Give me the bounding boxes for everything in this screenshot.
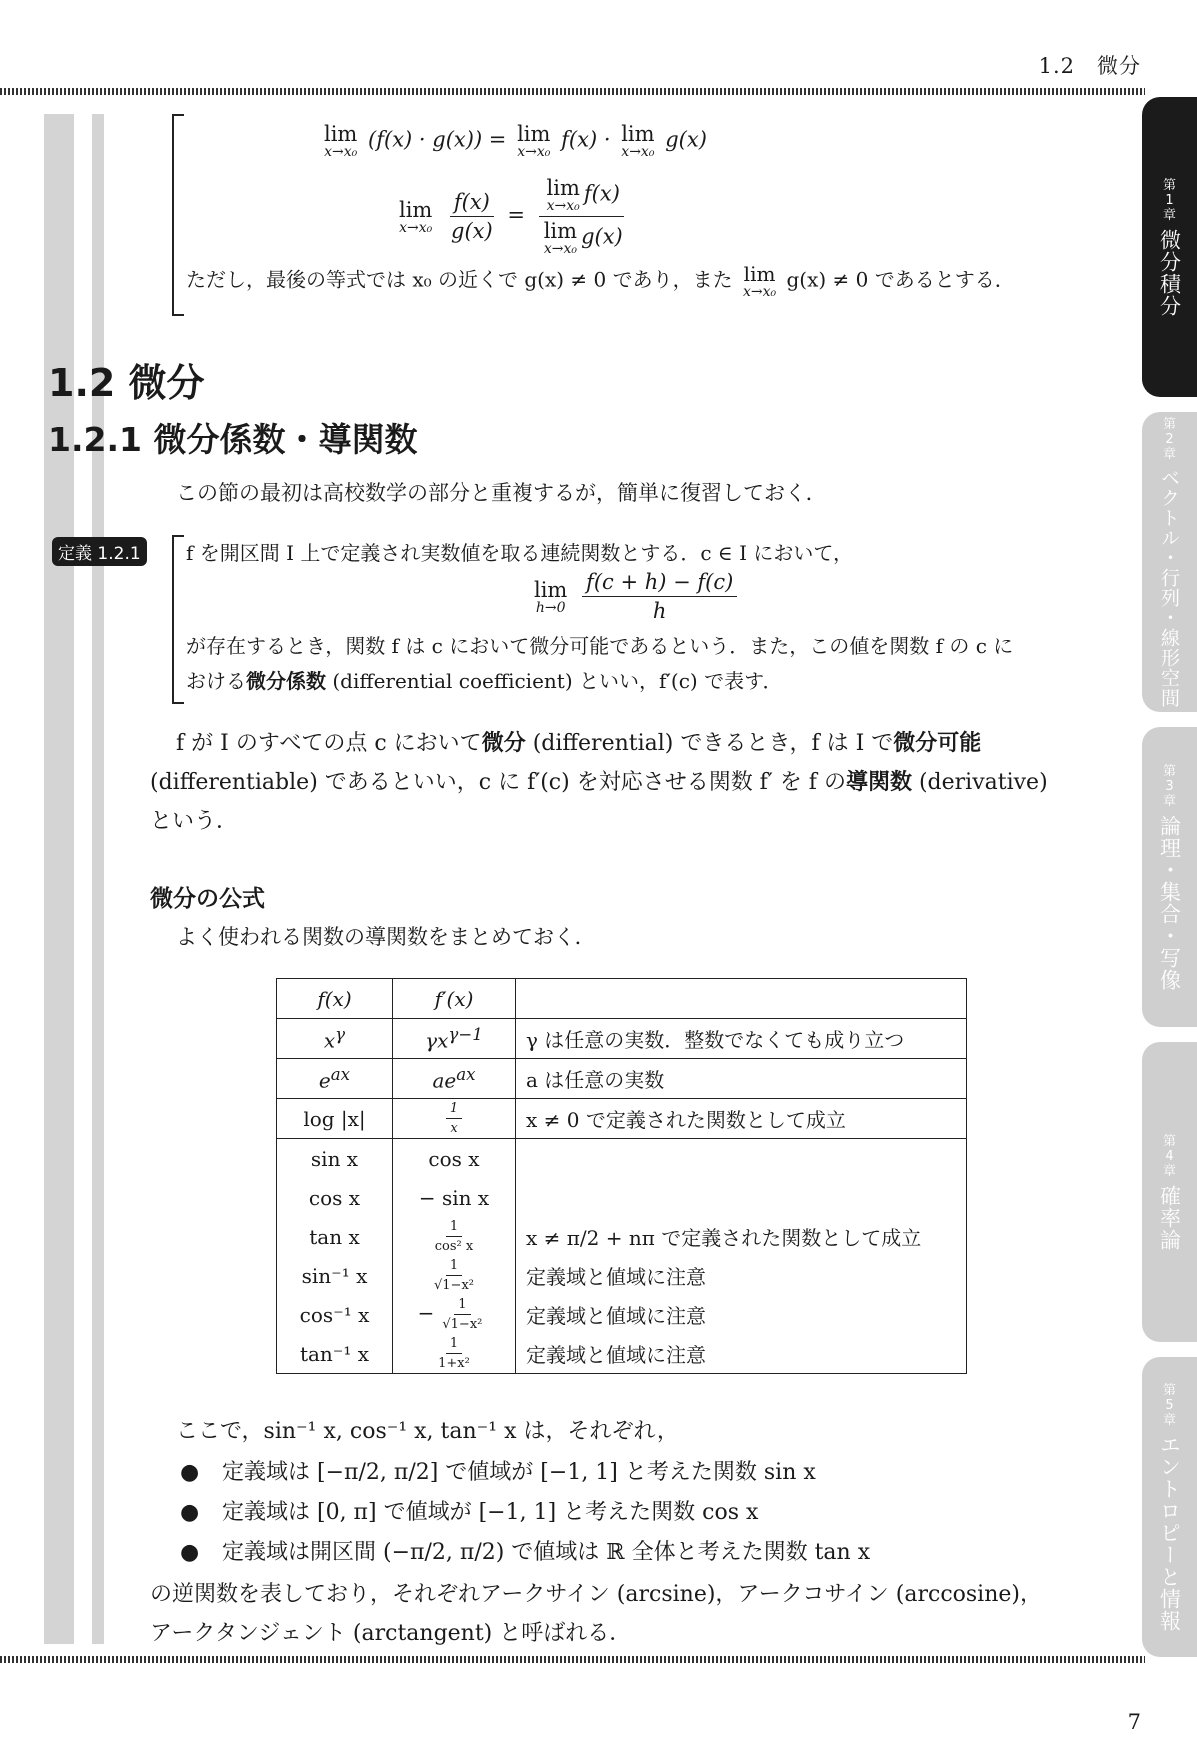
formula-heading: 微分の公式 <box>150 886 265 912</box>
table-header-row <box>277 979 967 1019</box>
fraction-numerator: 1 <box>454 1297 470 1315</box>
table-row <box>277 1217 967 1256</box>
limits-box-bracket <box>172 114 184 316</box>
definition-badge: 定義 1.2.1 <box>52 537 147 566</box>
list-item-text: 定義域は開区間 (−π/2, π/2) で値域は ℝ 全体と考えた関数 tan x <box>222 1540 871 1565</box>
cell-f: tan x <box>277 1217 393 1256</box>
derivative-paragraph <box>150 724 1100 841</box>
cell-f: log |x| <box>277 1099 393 1139</box>
term-differential-coefficient: 微分係数 <box>246 669 326 693</box>
cell-f: cos⁻¹ x <box>277 1295 393 1334</box>
chapter-tab-1[interactable] <box>1142 97 1197 397</box>
lim-subscript: x→x₀ <box>621 144 655 160</box>
margin-bar-outer <box>44 114 74 1644</box>
fraction-denominator: 1+x² <box>438 1356 470 1371</box>
cell-df <box>393 1217 516 1256</box>
derivative-table <box>276 978 967 1374</box>
bullet-dot: ● <box>180 1540 200 1565</box>
definition-bracket <box>172 535 184 704</box>
cell-note <box>516 1178 967 1217</box>
definition-line-3-pre: おける <box>186 669 246 693</box>
chapter-tab-title: エントロピーと情報 <box>1157 1433 1182 1632</box>
fraction-numerator: 1 <box>446 1101 462 1119</box>
cell-note: 定義域と値域に注意 <box>516 1295 967 1334</box>
paragraph-line-2 <box>150 763 1100 802</box>
cell-note: a は任意の実数 <box>516 1059 967 1099</box>
definition-line-3 <box>186 665 783 694</box>
chapter-tab-number: 第5章 <box>1162 1382 1176 1428</box>
lim-symbol: lim <box>399 197 433 222</box>
chapter-tab-number: 第3章 <box>1162 763 1176 809</box>
chapter-tab-title: ベクトル・行列・線形空間 <box>1158 467 1180 708</box>
closing-line-2: アークタンジェント (arctangent) と呼ばれる． <box>150 1621 632 1646</box>
list-item <box>180 1495 758 1526</box>
fraction-denominator: g(x) <box>581 224 623 249</box>
table-row <box>277 1099 967 1139</box>
definition-line-3-post: (differential coefficient) といい，f′(c) で表す． <box>326 669 783 693</box>
header-note <box>516 979 967 1019</box>
header-rule <box>0 88 1145 95</box>
cell-f: tan⁻¹ x <box>277 1334 393 1374</box>
eq1-rhs: g(x) <box>665 127 707 152</box>
limit-product-equation <box>320 122 707 160</box>
fraction-numerator: 1 <box>446 1258 462 1276</box>
chapter-tab-4[interactable] <box>1142 1042 1197 1342</box>
cell-note <box>516 1139 967 1179</box>
cell-f: sin x <box>277 1139 393 1179</box>
eq1-mid: f(x) · <box>561 127 611 152</box>
table-row <box>277 1178 967 1217</box>
paragraph-line-1 <box>150 724 1100 763</box>
cell-df: $ae^{ax}$ <box>393 1059 516 1099</box>
fraction-denominator: x <box>450 1121 458 1136</box>
chapter-tab-2[interactable] <box>1142 412 1197 712</box>
lim-subscript: h→0 <box>535 599 566 616</box>
header-df: f′(x) <box>393 979 516 1019</box>
header-f: f(x) <box>277 979 393 1019</box>
table-row <box>277 1295 967 1334</box>
fraction-numerator: f(x) <box>583 181 620 206</box>
bullet-dot: ● <box>180 1500 200 1525</box>
list-item <box>180 1455 816 1486</box>
definition-line-2: が存在するとき，関数 f は c において微分可能であるという．また，この値を関数 f の c に <box>186 634 1014 658</box>
margin-bar-inner <box>92 114 104 1644</box>
cell-sup: ax <box>456 1064 476 1084</box>
lim-symbol: lim <box>621 122 655 146</box>
fraction-denominator: g(x) <box>451 219 493 243</box>
lim-subscript: x→x₀ <box>324 144 358 160</box>
fraction-numerator: f(x) <box>450 190 494 217</box>
chapter-tab-number: 第4章 <box>1162 1133 1176 1179</box>
lim-subscript: x→x₀ <box>399 219 433 236</box>
paragraph-text: (derivative) <box>911 770 1048 795</box>
lim-symbol: lim <box>517 122 551 146</box>
lim-subscript: x→x₀ <box>742 284 777 300</box>
definition-line-1: f を開区間 I 上で定義され実数値を取る連続関数とする．c ∈ I において， <box>186 541 853 565</box>
eq1-lhs: (f(x) · g(x)) = <box>368 127 507 152</box>
derivative-limit-formula <box>530 570 741 623</box>
fraction-numerator: 1 <box>446 1219 462 1237</box>
cell-note: x ≠ π/2 + nπ で定義された関数として成立 <box>516 1217 967 1256</box>
chapter-tab-title: 確率論 <box>1157 1184 1182 1251</box>
section-title: 1.2 微分 <box>48 361 205 405</box>
cell-note: 定義域と値域に注意 <box>516 1334 967 1374</box>
page-number: 7 <box>1127 1710 1141 1734</box>
lim-symbol: lim <box>324 122 358 146</box>
cell-df <box>393 1334 516 1374</box>
table-row <box>277 1256 967 1295</box>
footer-rule <box>0 1656 1145 1663</box>
paragraph-line-3: という． <box>150 809 239 834</box>
list-item-text: 定義域は [0, π] で値域が [−1, 1] と考えた関数 cos x <box>222 1500 759 1525</box>
difference-quotient-numerator: f(c + h) − f(c) <box>582 570 737 597</box>
lim-subscript: x→x₀ <box>543 241 577 257</box>
lim-subscript: x→x₀ <box>517 144 551 160</box>
cell-df: − $\frac{1}{\text{√1−x²}}$ <box>393 1295 516 1334</box>
chapter-tab-3[interactable] <box>1142 727 1197 1027</box>
cell-df: cos x <box>393 1139 516 1179</box>
after-table-text: ここで，sin⁻¹ x, cos⁻¹ x, tan⁻¹ x は，それぞれ， <box>176 1419 679 1444</box>
term-derivative: 導関数 <box>845 770 912 795</box>
fraction-denominator: √1−x² <box>442 1317 483 1332</box>
cell-sup: γ <box>335 1024 346 1044</box>
fraction-denominator: cos² x <box>434 1239 474 1254</box>
cell-note: 定義域と値域に注意 <box>516 1256 967 1295</box>
table-row <box>277 1059 967 1099</box>
running-head: 1.2 微分 <box>1038 54 1141 78</box>
cell-f: cos x <box>277 1178 393 1217</box>
closing-line-1: の逆関数を表しており，それぞれアークサイン (arcsine)，アークコサイン (arccosine)， <box>150 1582 1042 1607</box>
cell-f: sin⁻¹ x <box>277 1256 393 1295</box>
cell-f: $x^\gamma$ <box>277 1019 393 1059</box>
limits-note <box>186 262 1015 300</box>
cell-df: − sin x <box>393 1178 516 1217</box>
table-row <box>277 1334 967 1374</box>
limits-note-text-end: g(x) ≠ 0 であるとする． <box>786 267 1015 292</box>
term-differential: 微分 <box>481 731 526 756</box>
equals-sign: = <box>507 203 526 227</box>
cell-df <box>393 1256 516 1295</box>
chapter-tab-number: 第1章 <box>1162 177 1176 223</box>
chapter-tab-5[interactable] <box>1142 1357 1197 1657</box>
difference-quotient-denominator: h <box>652 599 667 623</box>
cell-note: γ は任意の実数．整数でなくても成り立つ <box>516 1019 967 1059</box>
intro-text: この節の最初は高校数学の部分と重複するが，簡単に復習しておく． <box>176 481 827 505</box>
lim-symbol: lim <box>743 262 776 286</box>
lim-symbol: lim <box>546 176 580 200</box>
lim-symbol: lim <box>543 219 578 243</box>
lim-subscript: x→x₀ <box>546 198 580 214</box>
cell-note: x ≠ 0 で定義された関数として成立 <box>516 1099 967 1139</box>
table-row <box>277 1139 967 1179</box>
bullet-dot: ● <box>180 1460 200 1485</box>
cell-sup: γ−1 <box>448 1024 483 1044</box>
table-row <box>277 1019 967 1059</box>
chapter-tab-number: 第2章 <box>1162 416 1176 462</box>
fraction-numerator: 1 <box>446 1336 462 1354</box>
paragraph-text: f が I のすべての点 c において <box>176 731 482 756</box>
cell-df: $\gamma x^{\gamma-1}$ <box>393 1019 516 1059</box>
chapter-tab-title: 微分積分 <box>1157 228 1182 317</box>
chapter-tab-title: 論理・集合・写像 <box>1157 814 1182 991</box>
subsection-title: 1.2.1 微分係数・導関数 <box>48 420 418 459</box>
lim-symbol: lim <box>534 577 568 602</box>
paragraph-text: (differential) できるとき，f は I で <box>525 731 894 756</box>
list-item <box>180 1535 870 1566</box>
cell-df <box>393 1099 516 1139</box>
list-item-text: 定義域は [−π/2, π/2] で値域が [−1, 1] と考えた関数 sin x <box>222 1460 816 1485</box>
cell-sup: ax <box>330 1064 351 1084</box>
paragraph-text: (differentiable) であるといい，c に f′(c) を対応させる関数 f′ を f の <box>150 770 846 795</box>
formula-intro: よく使われる関数の導関数をまとめておく． <box>176 925 596 949</box>
fraction-denominator: √1−x² <box>434 1278 474 1293</box>
term-differentiable: 微分可能 <box>893 731 982 756</box>
limit-quotient-equation <box>395 176 631 257</box>
limits-note-text: ただし，最後の等式では x₀ の近くで g(x) ≠ 0 であり，また <box>186 267 733 292</box>
cell-f: $e^{ax}$ <box>277 1059 393 1099</box>
